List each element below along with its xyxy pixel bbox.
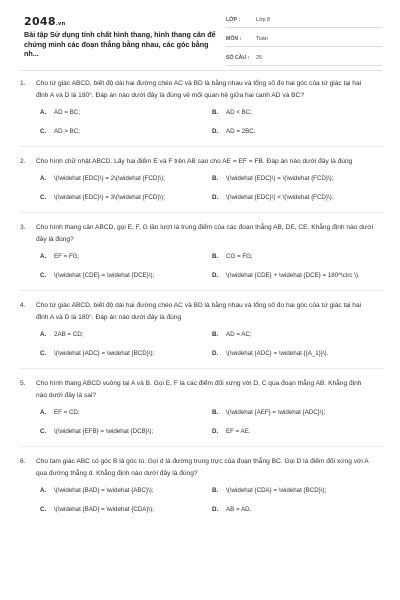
option-key: B. xyxy=(212,331,219,338)
question-text: Cho hình thang ABCD vuông tại A và B. Gọi E, F là các điểm đối xứng với D, C qua đoạn thẳng AB. Khẳng định nào dưới đây là sai? xyxy=(36,380,362,399)
option-text: \(\widehat {CDA} = \widehat {BCD}\); xyxy=(226,487,327,494)
option-a[interactable] xyxy=(40,486,212,496)
option-a[interactable] xyxy=(40,252,212,262)
option-text: CG = FG; xyxy=(226,253,253,260)
answer-options xyxy=(40,108,384,137)
option-text: \(\widehat {BAD} = \widehat {ABC}\); xyxy=(54,487,154,494)
option-key: B. xyxy=(212,109,219,116)
option-key: C. xyxy=(40,272,47,279)
question-1 xyxy=(20,78,384,137)
option-c[interactable] xyxy=(40,349,212,359)
meta-value: Toán xyxy=(256,35,268,42)
option-key: B. xyxy=(212,175,219,182)
option-key: C. xyxy=(40,350,47,357)
option-text: AD = 2BC. xyxy=(226,128,256,135)
question-text: Cho tứ giác ABCD, biết độ dài hai đường chéo AC và BD là bằng nhau và tổng số đo hai góc của tứ giác tại hai đỉnh A và D là 180°. Đáp án nào dưới đây là đúng về mối quan hệ giữa hai cạnh AD và BC? xyxy=(36,80,362,99)
answer-options xyxy=(40,174,384,203)
option-c[interactable] xyxy=(40,193,212,203)
answer-options xyxy=(40,486,384,515)
option-key: C. xyxy=(40,128,47,135)
option-d[interactable] xyxy=(212,271,384,281)
option-d[interactable] xyxy=(212,193,384,203)
option-b[interactable] xyxy=(212,108,384,118)
question-number: 1. xyxy=(20,80,26,87)
option-text: EF = AE. xyxy=(226,428,251,435)
option-c[interactable] xyxy=(40,505,212,515)
option-key: D. xyxy=(212,350,219,357)
option-b[interactable] xyxy=(212,330,384,340)
option-a[interactable] xyxy=(40,408,212,418)
option-text: \(\widehat {EDC}\) = \(\widehat {FCD}\); xyxy=(226,175,334,182)
header-divider xyxy=(20,70,382,71)
option-text: \(\widehat {EDC}\) < \(\widehat {FCD}\). xyxy=(226,194,334,201)
question-5 xyxy=(20,378,384,437)
site-logo[interactable]: 2048.vn xyxy=(24,15,66,28)
worksheet-header xyxy=(0,0,400,64)
meta-row-subject xyxy=(226,33,382,47)
meta-label: SỐ CÂU : xyxy=(226,54,250,61)
answer-options xyxy=(40,408,384,437)
meta-label: LỚP : xyxy=(226,16,241,23)
option-d[interactable] xyxy=(212,427,384,437)
option-key: A. xyxy=(40,175,47,182)
option-text: \(\widehat {EFB} = \widehat {DCB}\); xyxy=(54,428,154,435)
question-number: 5. xyxy=(20,380,26,387)
option-key: A. xyxy=(40,109,47,116)
meta-value: 25 xyxy=(256,54,262,61)
option-text: AD > BC; xyxy=(54,128,80,135)
meta-label: MÔN : xyxy=(226,35,242,42)
question-divider xyxy=(20,368,384,369)
question-text: Cho tứ giác ABCD, biết độ dài hai đường chéo AC và BD là bằng nhau và tổng số đo hai góc của tứ giác tại hai đỉnh A và D là 180°. Đáp án nào dưới đây là đúng xyxy=(36,302,362,321)
option-text: EF = FG; xyxy=(54,253,80,260)
question-text: Cho hình chữ nhật ABCD. Lấy hai điểm E và F trên AB sao cho AE = EF = FB. Đáp án nào dưới đây là đúng xyxy=(36,158,353,165)
option-key: B. xyxy=(212,409,219,416)
option-text: \(\widehat {EDC}\) = 2\(\widehat {FCD}\); xyxy=(54,175,165,182)
answer-options xyxy=(40,330,384,359)
question-number: 3. xyxy=(20,224,26,231)
question-3 xyxy=(20,222,384,281)
question-text: Cho tam giác ABC có góc B là góc tù. Gọi d là đường trung trực của đoạn thẳng BC. Gọi D là điểm đối xứng với A qua đường thẳng d. Khẳng định nào dưới đây là đúng? xyxy=(36,458,369,477)
meta-row-class xyxy=(226,14,382,28)
question-text: Cho hình thang cân ABCD, gọi E, F, G lần lượt là trung điểm của các đoạn thẳng AB, DE, CE. Khẳng định nào dưới đây là đúng? xyxy=(36,224,374,243)
option-key: B. xyxy=(212,487,219,494)
question-number: 2. xyxy=(20,158,26,165)
question-2 xyxy=(20,156,384,203)
question-list xyxy=(0,78,400,515)
question-divider xyxy=(20,290,384,291)
option-text: \(\widehat {ADC} = \widehat {{A_1}}\). xyxy=(226,350,329,357)
meta-value: Lớp 8 xyxy=(256,16,271,23)
option-c[interactable] xyxy=(40,271,212,281)
option-key: C. xyxy=(40,194,47,201)
option-a[interactable] xyxy=(40,108,212,118)
option-text: EF = CD; xyxy=(54,409,80,416)
option-text: AD = AC; xyxy=(226,331,252,338)
question-divider xyxy=(20,212,384,213)
option-text: \(\widehat {EDC}\) = 3\(\widehat {FCD}\); xyxy=(54,194,165,201)
option-key: A. xyxy=(40,487,47,494)
option-key: D. xyxy=(212,428,219,435)
question-6 xyxy=(20,456,384,515)
meta-row-count xyxy=(226,52,382,66)
option-text: \(\widehat {CDE} + \widehat {DCE} = 180^\circ \). xyxy=(226,272,360,279)
option-key: B. xyxy=(212,253,219,260)
option-c[interactable] xyxy=(40,127,212,137)
option-text: \(\widehat {BAD} = \widehat {CDA}\); xyxy=(54,506,154,513)
question-divider xyxy=(20,446,384,447)
option-key: D. xyxy=(212,194,219,201)
option-a[interactable] xyxy=(40,330,212,340)
question-divider xyxy=(20,146,384,147)
option-b[interactable] xyxy=(212,486,384,496)
option-key: A. xyxy=(40,331,47,338)
option-key: A. xyxy=(40,253,47,260)
option-text: \(\widehat {ADC} = \widehat {BCD}\); xyxy=(54,350,155,357)
option-key: D. xyxy=(212,506,219,513)
option-d[interactable] xyxy=(212,505,384,515)
option-a[interactable] xyxy=(40,174,212,184)
answer-options xyxy=(40,252,384,281)
worksheet-title: Bài tập Sử dụng tính chất hình thang, hình thang cân để chứng minh các đoạn thẳng bằng nhau, các góc bằng nh... xyxy=(24,30,216,59)
option-key: A. xyxy=(40,409,47,416)
option-c[interactable] xyxy=(40,427,212,437)
option-b[interactable] xyxy=(212,252,384,262)
question-number: 4. xyxy=(20,302,26,309)
question-4 xyxy=(20,300,384,359)
question-number: 6. xyxy=(20,458,26,465)
option-text: \(\widehat {AEF} = \widehat {ADC}\); xyxy=(226,409,326,416)
option-text: \(\widehat {CDE} = \widehat {DCE}\); xyxy=(54,272,155,279)
option-text: AB = AD. xyxy=(226,506,252,513)
option-text: AD = BC; xyxy=(54,109,80,116)
option-key: C. xyxy=(40,428,47,435)
option-b[interactable] xyxy=(212,408,384,418)
option-d[interactable] xyxy=(212,349,384,359)
option-text: AD < BC; xyxy=(226,109,252,116)
option-key: C. xyxy=(40,506,47,513)
option-d[interactable] xyxy=(212,127,384,137)
option-b[interactable] xyxy=(212,174,384,184)
option-key: D. xyxy=(212,272,219,279)
option-key: D. xyxy=(212,128,219,135)
option-text: 2AB = CD; xyxy=(54,331,84,338)
worksheet-meta xyxy=(226,14,382,71)
